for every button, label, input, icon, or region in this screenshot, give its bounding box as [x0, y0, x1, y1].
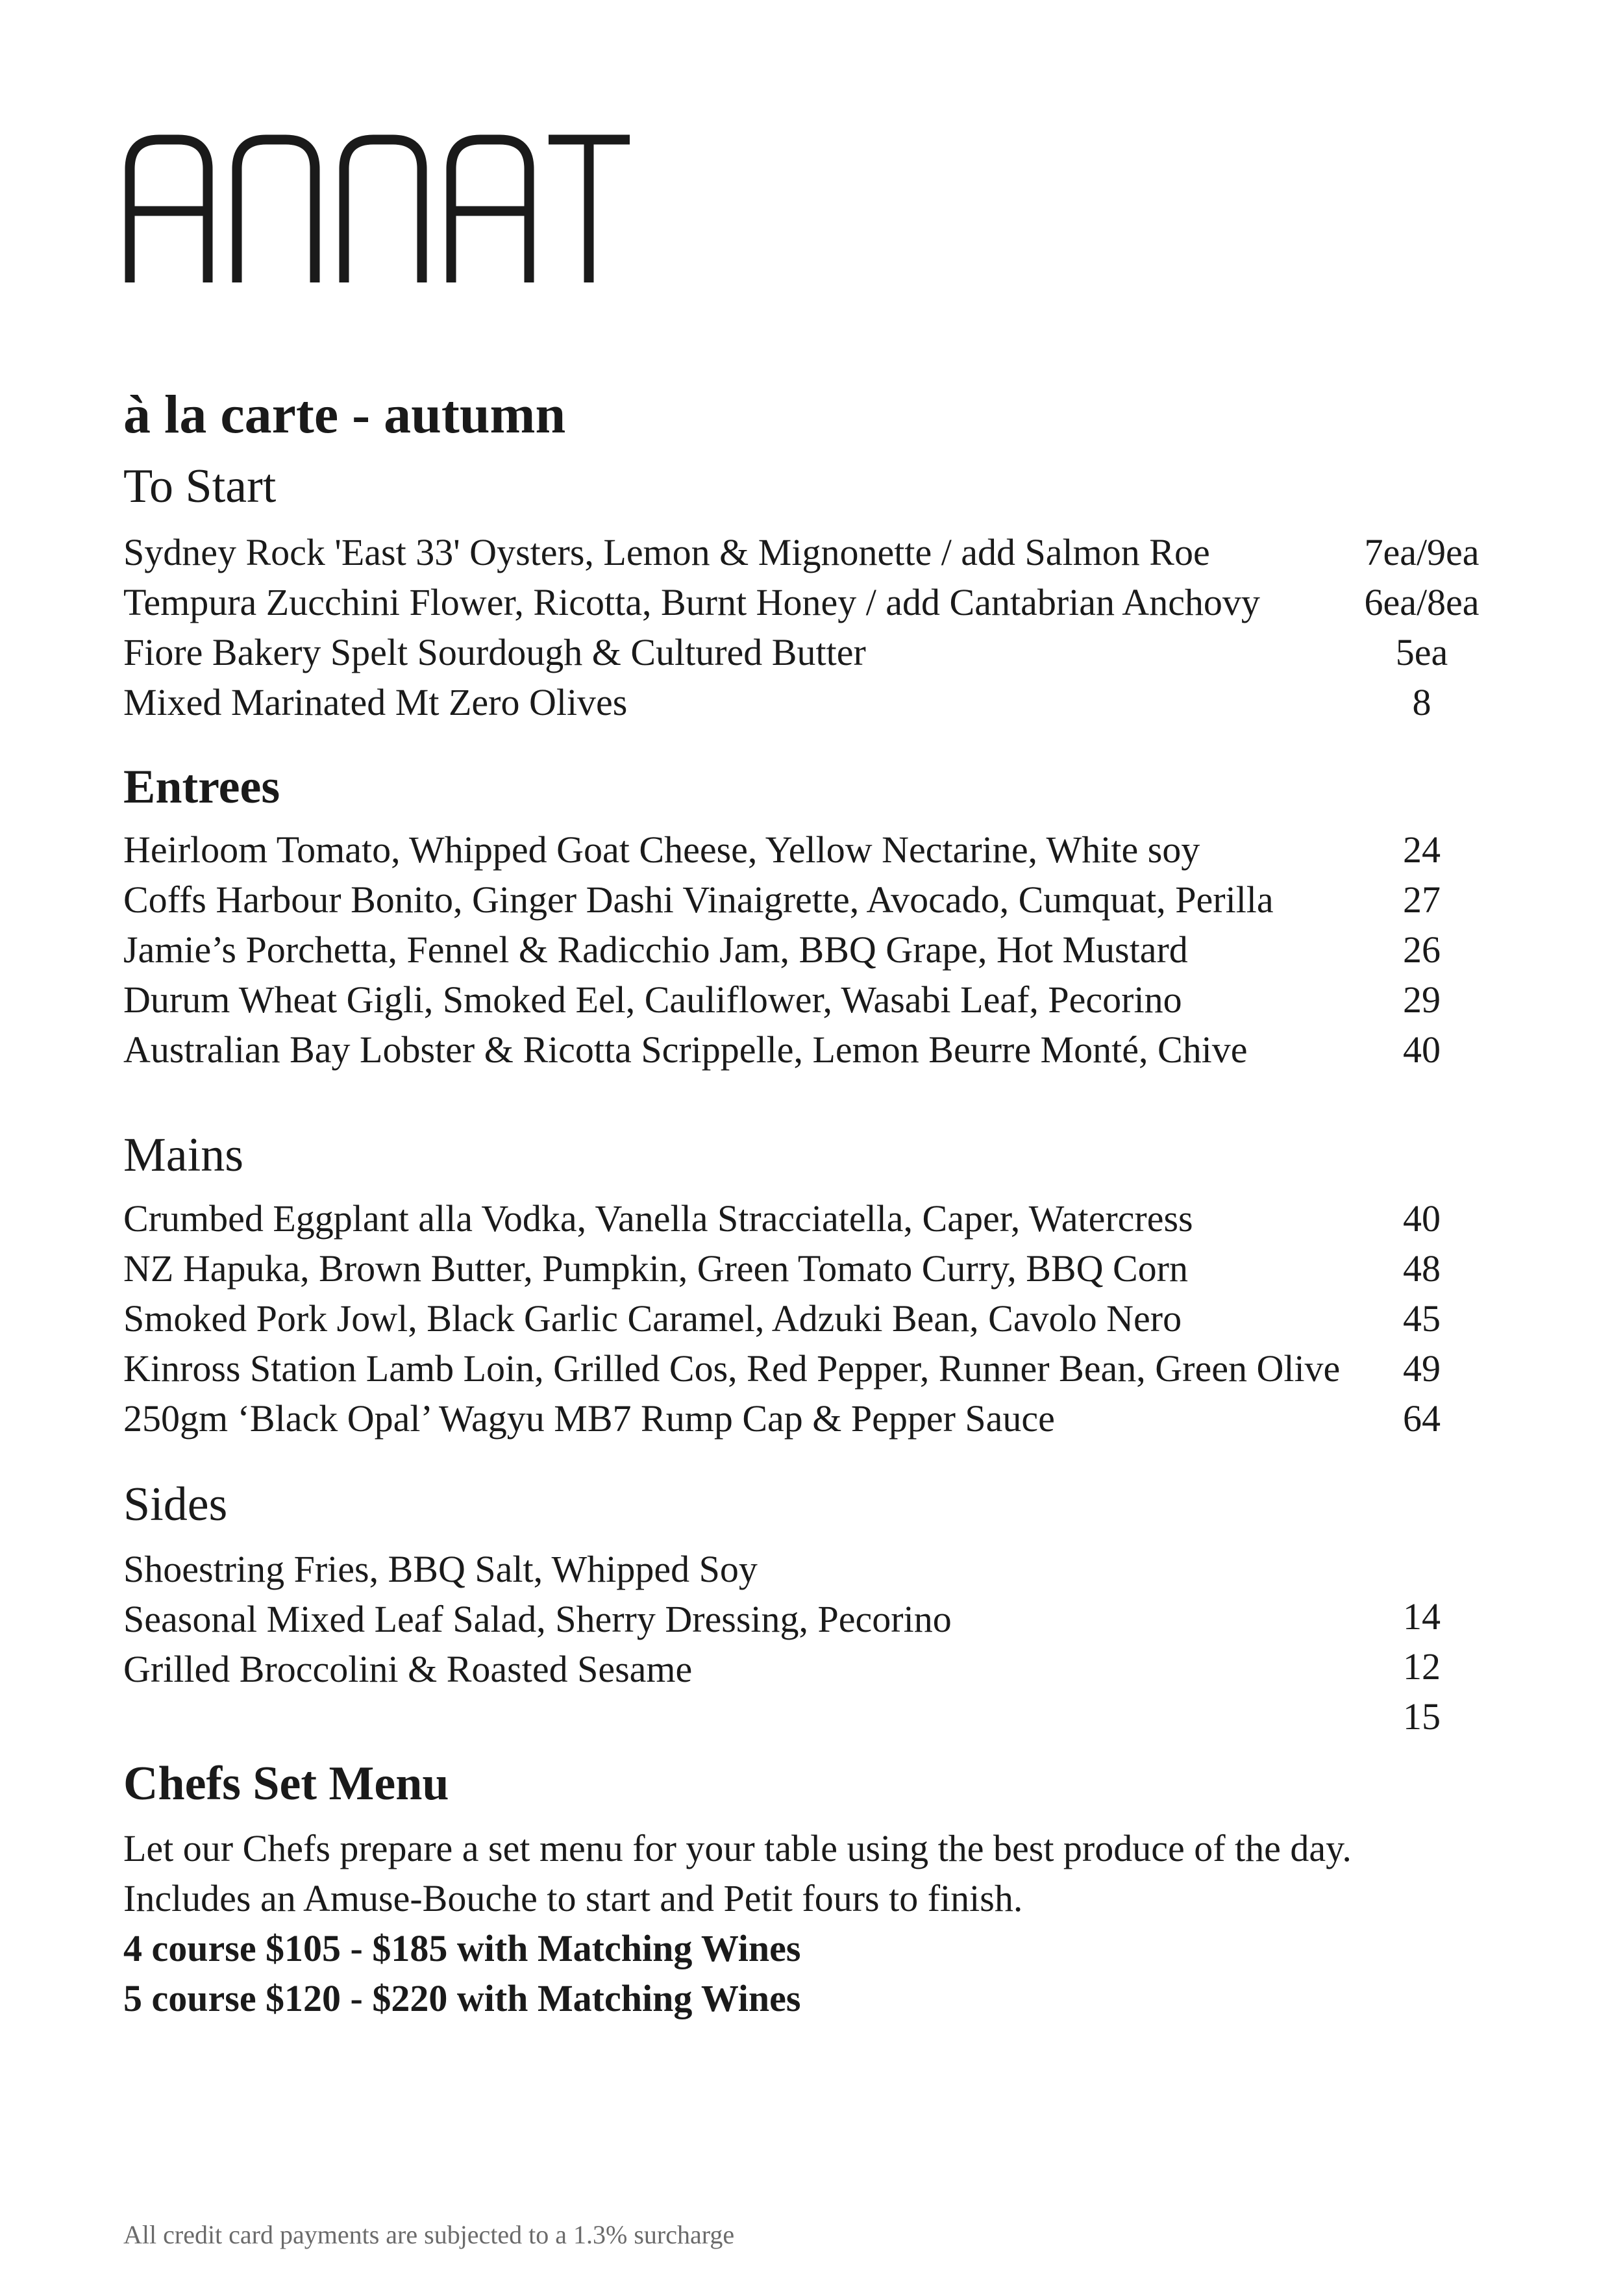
item-name: Durum Wheat Gigli, Smoked Eel, Cauliflower, Wasabi Leaf, Pecorino: [123, 979, 1182, 1021]
item-price: 29: [1403, 979, 1441, 1021]
item-name: Coffs Harbour Bonito, Ginger Dashi Vinaigrette, Avocado, Cumquat, Perilla: [123, 879, 1274, 921]
item-price: 27: [1403, 879, 1441, 921]
item-name: Smoked Pork Jowl, Black Garlic Caramel, Adzuki Bean, Cavolo Nero: [123, 1297, 1182, 1340]
item-name: Sydney Rock 'East 33' Oysters, Lemon & Mignonette / add Salmon Roe: [123, 531, 1210, 573]
item-price: 26: [1403, 929, 1441, 971]
sides-prices: [1331, 1591, 1513, 1741]
list-item: [123, 577, 1513, 627]
menu-subtitle: à la carte - autumn: [123, 384, 566, 445]
item-price: 7ea/9ea: [1364, 531, 1480, 573]
item-name: Australian Bay Lobster & Ricotta Scrippelle, Lemon Beurre Monté, Chive: [123, 1029, 1248, 1071]
section-title-entrees: Entrees: [123, 760, 280, 814]
item-name: Fiore Bakery Spelt Sourdough & Cultured Butter: [123, 631, 866, 673]
item-name: Kinross Station Lamb Loin, Grilled Cos, Red Pepper, Runner Bean, Green Olive: [123, 1347, 1341, 1390]
item-price: 8: [1412, 681, 1431, 723]
item-name: NZ Hapuka, Brown Butter, Pumpkin, Green Tomato Curry, BBQ Corn: [123, 1247, 1189, 1290]
list-item: [123, 825, 1513, 875]
list-item: [123, 677, 1513, 727]
set-menu-description: Let our Chefs prepare a set menu for your table using the best produce of the day.: [123, 1827, 1352, 1869]
list-item: [123, 1594, 1513, 1644]
annata-logo: [123, 133, 656, 282]
list-item: [123, 1544, 1513, 1594]
list-item: [123, 1243, 1513, 1293]
list-item: [123, 1343, 1513, 1393]
item-name: Crumbed Eggplant alla Vodka, Vanella Stracciatella, Caper, Watercress: [123, 1197, 1193, 1240]
entrees-list: [123, 825, 1513, 1075]
list-item: [123, 527, 1513, 577]
section-title-chefs-set-menu: Chefs Set Menu: [123, 1757, 449, 1810]
set-menu-includes: Includes an Amuse-Bouche to start and Petit fours to finish.: [123, 1877, 1023, 1919]
item-name: Tempura Zucchini Flower, Ricotta, Burnt Honey / add Cantabrian Anchovy: [123, 581, 1260, 623]
list-item: [123, 1393, 1513, 1443]
item-name: Heirloom Tomato, Whipped Goat Cheese, Yellow Nectarine, White soy: [123, 829, 1200, 871]
list-item: [123, 627, 1513, 677]
item-name: Seasonal Mixed Leaf Salad, Sherry Dressing, Pecorino: [123, 1598, 952, 1640]
item-price: 64: [1403, 1397, 1441, 1440]
set-menu-option-4-course: 4 course $105 - $185 with Matching Wines: [123, 1927, 801, 1969]
item-price: 5ea: [1395, 631, 1448, 673]
item-name: Shoestring Fries, BBQ Salt, Whipped Soy: [123, 1548, 758, 1590]
item-price: 15: [1403, 1695, 1441, 1738]
to-start-list: [123, 527, 1513, 727]
item-price: 49: [1403, 1347, 1441, 1390]
list-item: [123, 1025, 1513, 1075]
set-menu-option-5-course: 5 course $120 - $220 with Matching Wines: [123, 1977, 801, 2019]
section-title-mains: Mains: [123, 1129, 243, 1182]
item-price: 14: [1403, 1595, 1441, 1638]
item-price: 24: [1403, 829, 1441, 871]
item-price: 6ea/8ea: [1364, 581, 1480, 623]
item-name: Grilled Broccolini & Roasted Sesame: [123, 1648, 693, 1690]
item-name: Jamie’s Porchetta, Fennel & Radicchio Jam, BBQ Grape, Hot Mustard: [123, 929, 1188, 971]
section-title-to-start: To Start: [123, 460, 277, 513]
item-price: 12: [1403, 1645, 1441, 1688]
item-name: 250gm ‘Black Opal’ Wagyu MB7 Rump Cap & Pepper Sauce: [123, 1397, 1055, 1440]
list-item: [123, 925, 1513, 975]
section-title-sides: Sides: [123, 1478, 228, 1531]
item-name: Mixed Marinated Mt Zero Olives: [123, 681, 628, 723]
list-item: [123, 975, 1513, 1025]
list-item: [123, 875, 1513, 925]
item-price: 40: [1403, 1029, 1441, 1071]
item-price: 45: [1403, 1297, 1441, 1340]
mains-list: [123, 1193, 1513, 1443]
item-price: 40: [1403, 1197, 1441, 1240]
list-item: [123, 1644, 1513, 1694]
surcharge-note: All credit card payments are subjected to a 1.3% surcharge: [123, 2220, 735, 2249]
sides-list: [123, 1544, 1513, 1694]
list-item: [123, 1193, 1513, 1243]
list-item: [123, 1293, 1513, 1343]
item-price: 48: [1403, 1247, 1441, 1290]
